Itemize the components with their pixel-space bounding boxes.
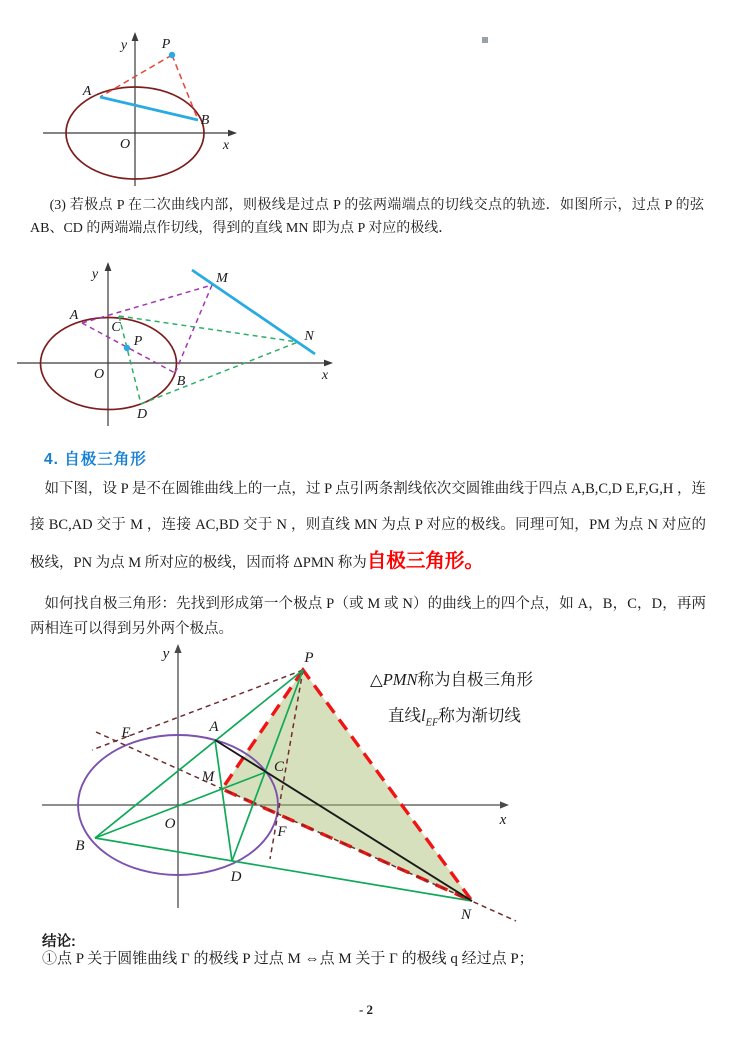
label-C: C [111, 320, 121, 335]
label-y: y [120, 38, 128, 53]
section-heading: 4. 自极三角形 [44, 451, 147, 468]
annotation2-subscript: EF [425, 717, 439, 729]
x-axis-arrow [324, 360, 333, 367]
label-A: A [82, 84, 92, 99]
figure-internal-pole-polar [15, 258, 355, 430]
point-P-dot [124, 345, 130, 351]
label-C: C [273, 759, 285, 775]
paragraph-3: (3) 若极点 P 在二次曲线内部，则极线是过点 P 的弦两端端点的切线交点的轨迹．如图所示，过点 P 的弦 AB、CD 的两端端点作切线，得到的直线 MN 即为点 P 对应的极线． [30, 198, 704, 236]
label-A: A [69, 308, 79, 323]
label-O: O [164, 816, 176, 832]
label-N: N [304, 329, 314, 344]
label-B: B [75, 838, 85, 854]
self-polar-triangle-red-term: 自极三角形。 [366, 550, 484, 572]
section4-paragraph-2: 如何找自极三角形：先找到形成第一个极点 P（或 M 或 N）的曲线上的四个点，如 A，B，C，D，再两两相连可以得到另外两个极点。 [30, 596, 706, 637]
y-axis-arrow [132, 32, 139, 41]
y-axis-arrow [105, 262, 112, 271]
page-number: - 2 [358, 1002, 374, 1017]
x-axis-arrow [228, 130, 237, 137]
label-P: P [133, 334, 143, 349]
label-y: y [91, 267, 99, 282]
polar-line-MN [192, 270, 315, 354]
label-x: x [321, 368, 329, 383]
label-F: F [277, 824, 287, 840]
point-P-dot [169, 52, 175, 58]
annotation2-math: l [421, 706, 426, 725]
annotation1-math: PMN [382, 670, 418, 689]
conclusion-item-1: ①点 P 关于圆锥曲线 Γ 的极线 P 过点 M ⇔点 M 关于 Γ 的极线 q 经过点 P； [42, 951, 534, 967]
label-D: D [230, 869, 242, 885]
conclusion-title: 结论: [42, 934, 76, 950]
label-P: P [161, 37, 171, 52]
figure-ellipse-external-pole [35, 28, 260, 188]
label-A: A [209, 719, 219, 735]
gray-artifact-dot [482, 37, 488, 43]
annotation1-prefix: △ [370, 670, 383, 689]
label-E: E [121, 725, 131, 741]
annotation2-prefix: 直线 [388, 706, 421, 725]
section4-paragraph-1 [30, 472, 706, 581]
tangent-MB-dashed [175, 285, 212, 373]
label-M: M [201, 769, 215, 785]
label-y: y [162, 646, 170, 662]
paragraph-1-text: 如下图，设 P 是不在圆锥曲线上的一点，过 P 点引两条割线依次交圆锥曲线于四点 A,B,C,D E,F,G,H ，连接 BC,AD 交于 M ，连接 AC,BD 交于 N ，则直线 MN 为点 P 对应的极线。同理可知，PM 为点 N 对应的极线，PN 为点 M 所对应的极线，因而将 ΔPMN 称为 [30, 481, 706, 571]
label-D: D [136, 407, 148, 422]
tangent-CN-dashed [119, 316, 298, 342]
label-B: B [176, 374, 186, 389]
x-axis-arrow [500, 801, 509, 808]
label-M: M [216, 271, 228, 286]
label-P: P [304, 650, 314, 666]
label-O: O [119, 137, 131, 152]
annotation-triangle-pmn [370, 666, 533, 690]
label-x: x [499, 812, 507, 828]
tangent-AM-dashed [82, 285, 212, 323]
tangent-DN-dashed [141, 342, 298, 404]
label-B: B [200, 113, 210, 128]
annotation-line-ef [388, 702, 521, 728]
chord-CD-dashed [119, 316, 141, 404]
label-x: x [222, 138, 230, 153]
annotation1-suffix: 称为自极三角形 [417, 670, 534, 689]
annotation2-suffix: 称为渐切线 [438, 706, 521, 725]
label-O: O [93, 367, 105, 382]
chord-AD [215, 740, 232, 861]
label-N: N [460, 907, 472, 923]
y-axis-arrow [174, 644, 181, 653]
